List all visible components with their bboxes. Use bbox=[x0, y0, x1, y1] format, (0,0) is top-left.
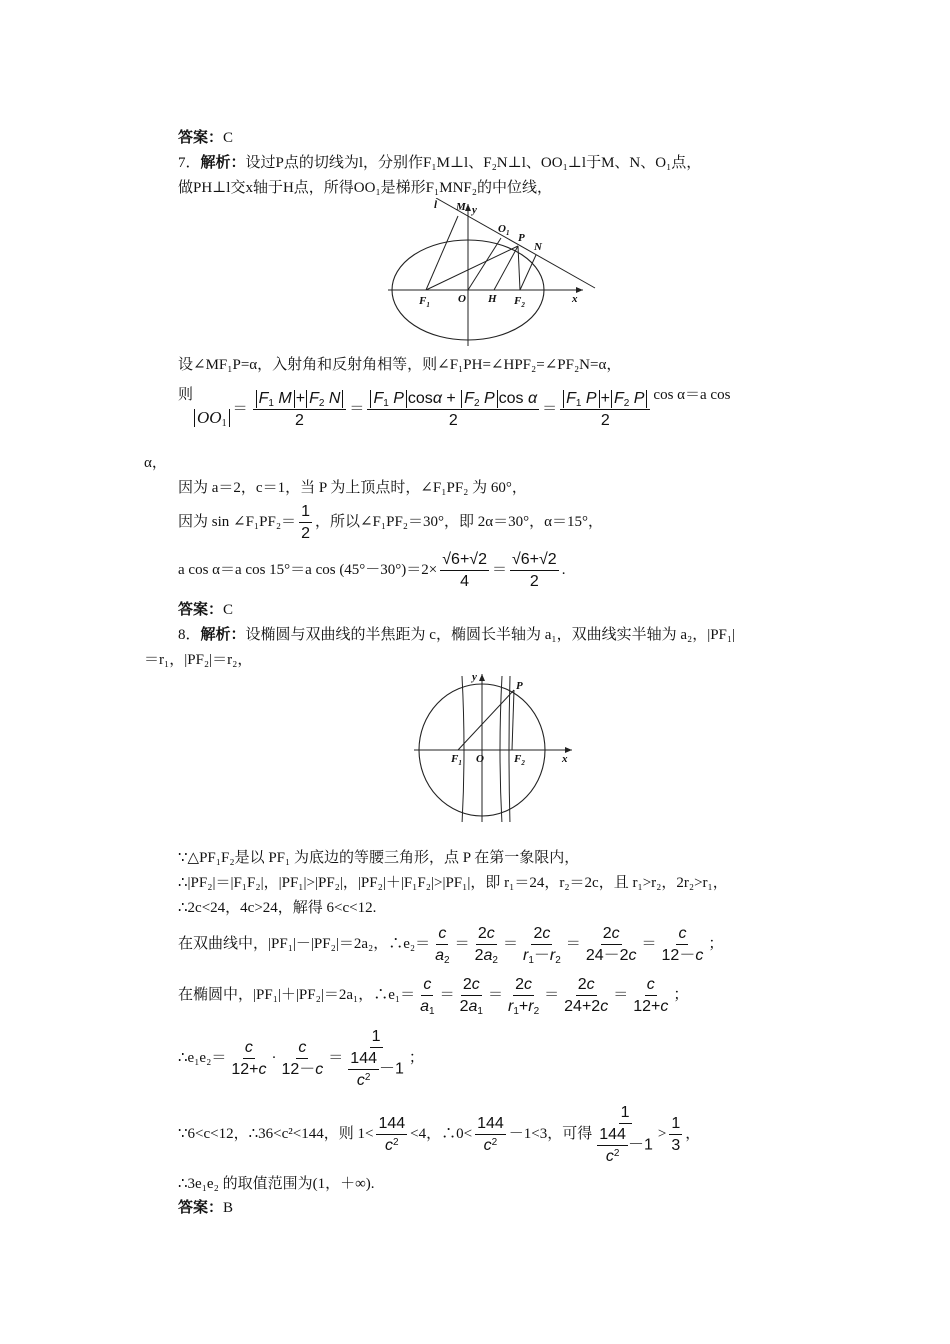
q7-line1: 7．解析：设过P点的切线为l，分别作F₁M⊥l、F₂N⊥l、OO₁⊥l于M、N、O₁点， bbox=[178, 155, 702, 171]
q8-line10: ∴3e₁e₂ 的取值范围为(1，＋∞). bbox=[178, 1176, 375, 1192]
label-P: P bbox=[518, 232, 525, 244]
q7-answer: 答案：C bbox=[178, 602, 234, 618]
label-H: H bbox=[488, 293, 497, 305]
label-O: O bbox=[458, 293, 466, 305]
label-F2: $F_2$ bbox=[514, 295, 525, 309]
q8-line5: ∴2c<24，4c>24，解得 6<c<12. bbox=[178, 900, 377, 916]
frac-sqrt-4: $\frac{√6+√2}{4}$ bbox=[442, 550, 487, 590]
q8-line9: ∵6<c<12，∴36<c²<144，则 1< $\frac{144}{c^2}$ <4，∴0< $\frac{144}{c^2}$ －1<3，可得 1 $\frac{144}{c^2}$ －1 > $\frac{1}{3}$ ， bbox=[178, 1103, 701, 1165]
q8-line8: ∴e₁e₂＝ $\frac{c}{12+c}$ · $\frac{c}{12-c}$ ＝ 1 $\frac{144}{c^2}$ －1 ； bbox=[178, 1027, 424, 1089]
label-x: x bbox=[562, 753, 568, 765]
q8-line1: 8．解析：设椭圆与双曲线的半焦距为 c，椭圆长半轴为 a₁，双曲线实半轴为 a₂，|PF₁| bbox=[178, 627, 736, 643]
label-O: O bbox=[476, 753, 484, 765]
label-O1: $O_1$ bbox=[498, 223, 510, 237]
answer-value: C bbox=[223, 130, 234, 146]
label-x: x bbox=[572, 293, 578, 305]
q7-formula-OO1: 则 $OO_1$ ＝ $\frac{F_1 M + F_2 N}{2}$ ＝ $\frac{F_1 P \cos\alpha + F_2 P \cos \alpha}{2}$ ＝ $\frac{F_1 P + F_2 P}{2}$ cos α＝a cos bbox=[178, 387, 731, 429]
q8-ellipse-hyperbola-figure bbox=[410, 670, 576, 822]
answer-label: 答案： bbox=[178, 130, 224, 146]
label-l: l bbox=[434, 199, 438, 211]
frac-half: $\frac{1}{2}$ bbox=[301, 502, 310, 542]
q7-line6: 因为 sin ∠F₁PF₂＝ $\frac{1}{2}$ ，所以∠F₁PF₂＝30°，即 2α＝30°，α＝15°， bbox=[178, 502, 603, 542]
q8-line6: 在双曲线中，|PF₁|－|PF₂|＝2a₂，∴e₂＝ $\frac{c}{a_2}$ ＝ $\frac{2c}{2a_2}$ ＝ $\frac{2c}{r_1-r_2}$ ＝ $\frac{2c}{24-2c}$ ＝ $\frac{c}{12-c}$ ； bbox=[178, 924, 724, 966]
q7-line2: 做PH⊥l交x轴于H点，所得OO₁是梯形F₁MNF₂的中位线， bbox=[178, 180, 552, 196]
label-F2: $F_2$ bbox=[514, 753, 525, 767]
label-P: P bbox=[516, 680, 523, 692]
label-y: y bbox=[472, 671, 477, 683]
frac-3: $\frac{F_1 P + F_2 P}{2}$ bbox=[560, 389, 650, 430]
q7-line7: a cos α＝a cos 15°＝a cos (45°－30°)＝2× $\frac{√6+√2}{4}$ ＝ $\frac{√6+√2}{2}$ . bbox=[178, 550, 566, 590]
label-F1: $F_1$ bbox=[419, 295, 430, 309]
q7-line3: 设∠MF₁P=α，入射角和反射角相等，则∠F₁PH=∠HPF₂=∠PF₂N=α， bbox=[178, 357, 622, 373]
q7-line5: 因为 a＝2，c＝1，当 P 为上顶点时，∠F₁PF₂ 为 60°， bbox=[178, 480, 527, 496]
q8-line2: ＝r₁，|PF₂|＝r₂， bbox=[144, 652, 253, 668]
q8-line3: ∵△PF₁F₂是以 PF₁ 为底边的等腰三角形，点 P 在第一象限内， bbox=[178, 850, 580, 866]
q8-line4: ∴|PF₂|＝|F₁F₂|，|PF₁|>|PF₂|，|PF₂|＋|F₁F₂|>|PF₁|，即 r₁＝24，r₂＝2c，且 r₁>r₂，2r₂>r₁， bbox=[178, 875, 728, 891]
q8-answer: 答案：B bbox=[178, 1200, 234, 1216]
abs-OO1: $OO_1$ bbox=[194, 409, 230, 427]
label-N: N bbox=[534, 241, 542, 253]
q7-alpha-wrap: α， bbox=[144, 455, 167, 471]
frac-1: $\frac{F_1 M + F_2 N}{2}$ bbox=[253, 389, 347, 430]
frac-sqrt-2: $\frac{√6+√2}{2}$ bbox=[511, 550, 557, 590]
frac-2: $\frac{F_1 P \cos\alpha + F_2 P \cos \alpha}{2}$ bbox=[367, 389, 539, 430]
label-y: y bbox=[472, 204, 477, 216]
q8-line7: 在椭圆中，|PF₁|＋|PF₂|＝2a₁，∴e₁＝ $\frac{c}{a_1}$ ＝ $\frac{2c}{2a_1}$ ＝ $\frac{2c}{r_1+r_2}$ ＝ $\frac{2c}{24+2c}$ ＝ $\frac{c}{12+c}$ ； bbox=[178, 975, 689, 1017]
q7-ellipse-figure bbox=[388, 198, 600, 346]
q6-answer bbox=[178, 128, 233, 148]
label-F1: $F_1$ bbox=[451, 753, 462, 767]
label-M: M bbox=[456, 201, 466, 213]
